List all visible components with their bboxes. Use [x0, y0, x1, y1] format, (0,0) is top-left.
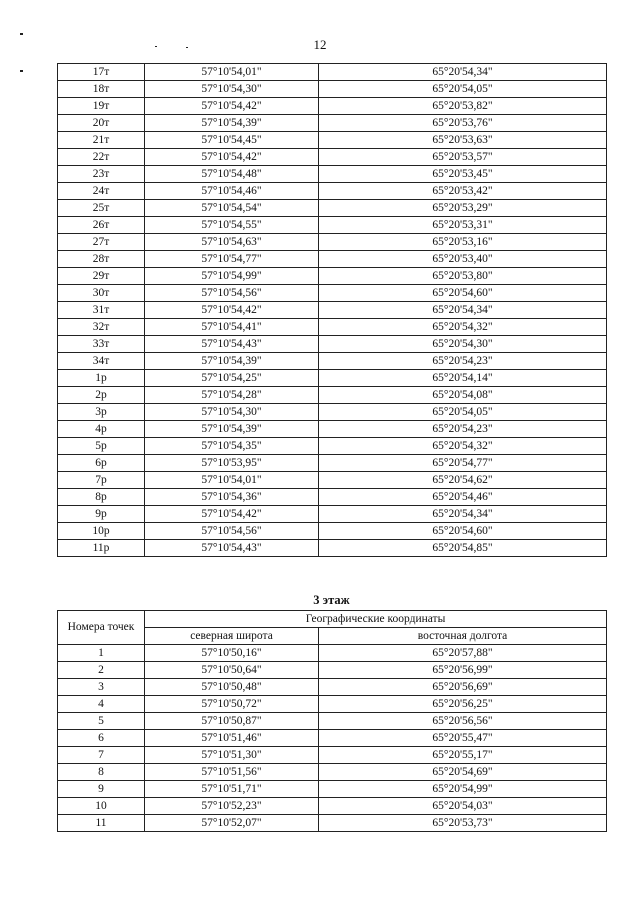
longitude-cell: 65°20'53,29" [319, 200, 607, 217]
latitude-cell: 57°10'50,72" [145, 696, 319, 713]
latitude-cell: 57°10'51,56" [145, 764, 319, 781]
latitude-cell: 57°10'54,01" [145, 64, 319, 81]
table-row [58, 472, 607, 489]
table-row [58, 506, 607, 523]
point-number-cell: 27т [58, 234, 145, 251]
longitude-cell: 65°20'56,25" [319, 696, 607, 713]
points-column-header: Номера точек [58, 611, 145, 645]
longitude-cell: 65°20'54,77" [319, 455, 607, 472]
latitude-header: северная широта [145, 628, 319, 645]
table-row [58, 217, 607, 234]
coordinates-table-continued [57, 63, 607, 557]
longitude-cell: 65°20'56,99" [319, 662, 607, 679]
longitude-cell: 65°20'53,63" [319, 132, 607, 149]
latitude-cell: 57°10'54,36" [145, 489, 319, 506]
longitude-cell: 65°20'55,17" [319, 747, 607, 764]
table-body [58, 64, 607, 557]
point-number-cell: 28т [58, 251, 145, 268]
table-row [58, 268, 607, 285]
latitude-cell: 57°10'54,43" [145, 336, 319, 353]
point-number-cell: 9 [58, 781, 145, 798]
longitude-cell: 65°20'55,47" [319, 730, 607, 747]
point-number-cell: 23т [58, 166, 145, 183]
latitude-cell: 57°10'54,42" [145, 98, 319, 115]
point-number-cell: 31т [58, 302, 145, 319]
longitude-cell: 65°20'54,69" [319, 764, 607, 781]
table-row [58, 387, 607, 404]
table-row [58, 132, 607, 149]
table-row [58, 662, 607, 679]
table-row [58, 540, 607, 557]
table-row [58, 115, 607, 132]
point-number-cell: 32т [58, 319, 145, 336]
point-number-cell: 17т [58, 64, 145, 81]
point-number-cell: 7 [58, 747, 145, 764]
longitude-cell: 65°20'53,40" [319, 251, 607, 268]
latitude-cell: 57°10'54,55" [145, 217, 319, 234]
latitude-cell: 57°10'51,71" [145, 781, 319, 798]
table-row [58, 421, 607, 438]
longitude-cell: 65°20'54,60" [319, 285, 607, 302]
point-number-cell: 9р [58, 506, 145, 523]
latitude-cell: 57°10'50,87" [145, 713, 319, 730]
geo-coordinates-header: Географические координаты [145, 611, 607, 628]
longitude-cell: 65°20'56,69" [319, 679, 607, 696]
table-row [58, 302, 607, 319]
section-title: 3 этаж [313, 593, 350, 607]
point-number-cell: 33т [58, 336, 145, 353]
point-number-cell: 24т [58, 183, 145, 200]
latitude-cell: 57°10'54,42" [145, 149, 319, 166]
point-number-cell: 7р [58, 472, 145, 489]
latitude-cell: 57°10'51,46" [145, 730, 319, 747]
point-number-cell: 34т [58, 353, 145, 370]
latitude-cell: 57°10'54,30" [145, 404, 319, 421]
latitude-cell: 57°10'54,01" [145, 472, 319, 489]
point-number-cell: 29т [58, 268, 145, 285]
latitude-cell: 57°10'54,46" [145, 183, 319, 200]
longitude-cell: 65°20'54,23" [319, 421, 607, 438]
table-row [58, 523, 607, 540]
table-row [58, 764, 607, 781]
scan-speck [20, 33, 23, 35]
point-number-cell: 2 [58, 662, 145, 679]
point-number-cell: 20т [58, 115, 145, 132]
latitude-cell: 57°10'50,16" [145, 645, 319, 662]
latitude-cell: 57°10'50,64" [145, 662, 319, 679]
longitude-cell: 65°20'54,34" [319, 506, 607, 523]
table-row [58, 730, 607, 747]
floor-3-coordinates-table [57, 610, 607, 832]
longitude-cell: 65°20'54,08" [319, 387, 607, 404]
point-number-cell: 19т [58, 98, 145, 115]
table-row [58, 798, 607, 815]
point-number-cell: 4р [58, 421, 145, 438]
table-row [58, 489, 607, 506]
longitude-cell: 65°20'54,03" [319, 798, 607, 815]
table-row [58, 404, 607, 421]
table-row [58, 98, 607, 115]
latitude-cell: 57°10'54,45" [145, 132, 319, 149]
table-row [58, 200, 607, 217]
longitude-cell: 65°20'54,14" [319, 370, 607, 387]
point-number-cell: 6р [58, 455, 145, 472]
latitude-cell: 57°10'54,56" [145, 285, 319, 302]
table-row [58, 353, 607, 370]
longitude-cell: 65°20'53,76" [319, 115, 607, 132]
header-row [58, 611, 607, 628]
longitude-cell: 65°20'53,16" [319, 234, 607, 251]
table-row [58, 166, 607, 183]
latitude-cell: 57°10'54,30" [145, 81, 319, 98]
point-number-cell: 5р [58, 438, 145, 455]
point-number-cell: 6 [58, 730, 145, 747]
table-row [58, 64, 607, 81]
longitude-cell: 65°20'54,46" [319, 489, 607, 506]
longitude-cell: 65°20'53,57" [319, 149, 607, 166]
longitude-cell: 65°20'53,45" [319, 166, 607, 183]
longitude-cell: 65°20'53,42" [319, 183, 607, 200]
point-number-cell: 11 [58, 815, 145, 832]
longitude-cell: 65°20'54,85" [319, 540, 607, 557]
table-row [58, 781, 607, 798]
point-number-cell: 1 [58, 645, 145, 662]
latitude-cell: 57°10'54,39" [145, 353, 319, 370]
latitude-cell: 57°10'54,48" [145, 166, 319, 183]
point-number-cell: 30т [58, 285, 145, 302]
point-number-cell: 2р [58, 387, 145, 404]
latitude-cell: 57°10'52,07" [145, 815, 319, 832]
table-row [58, 645, 607, 662]
table-row [58, 319, 607, 336]
page-number: 12 [313, 37, 327, 52]
table-row [58, 455, 607, 472]
table-row [58, 149, 607, 166]
longitude-cell: 65°20'54,99" [319, 781, 607, 798]
point-number-cell: 25т [58, 200, 145, 217]
latitude-cell: 57°10'54,99" [145, 268, 319, 285]
latitude-cell: 57°10'54,42" [145, 302, 319, 319]
point-number-cell: 3р [58, 404, 145, 421]
table-row [58, 251, 607, 268]
point-number-cell: 21т [58, 132, 145, 149]
table-row [58, 713, 607, 730]
point-number-cell: 11р [58, 540, 145, 557]
latitude-cell: 57°10'54,39" [145, 421, 319, 438]
latitude-cell: 57°10'54,63" [145, 234, 319, 251]
point-number-cell: 22т [58, 149, 145, 166]
longitude-cell: 65°20'54,23" [319, 353, 607, 370]
table-row [58, 234, 607, 251]
longitude-cell: 65°20'57,88" [319, 645, 607, 662]
longitude-cell: 65°20'54,60" [319, 523, 607, 540]
latitude-cell: 57°10'54,39" [145, 115, 319, 132]
longitude-cell: 65°20'53,73" [319, 815, 607, 832]
longitude-cell: 65°20'56,56" [319, 713, 607, 730]
table-row [58, 183, 607, 200]
point-number-cell: 8р [58, 489, 145, 506]
table-body [58, 645, 607, 832]
latitude-cell: 57°10'54,35" [145, 438, 319, 455]
latitude-cell: 57°10'54,25" [145, 370, 319, 387]
latitude-cell: 57°10'54,41" [145, 319, 319, 336]
point-number-cell: 3 [58, 679, 145, 696]
table-row [58, 747, 607, 764]
latitude-cell: 57°10'54,43" [145, 540, 319, 557]
point-number-cell: 4 [58, 696, 145, 713]
longitude-cell: 65°20'54,30" [319, 336, 607, 353]
point-number-cell: 10р [58, 523, 145, 540]
point-number-cell: 10 [58, 798, 145, 815]
longitude-cell: 65°20'54,34" [319, 302, 607, 319]
latitude-cell: 57°10'50,48" [145, 679, 319, 696]
longitude-cell: 65°20'53,82" [319, 98, 607, 115]
table-row [58, 438, 607, 455]
longitude-cell: 65°20'53,31" [319, 217, 607, 234]
latitude-cell: 57°10'52,23" [145, 798, 319, 815]
latitude-cell: 57°10'54,28" [145, 387, 319, 404]
scan-speck [20, 70, 23, 72]
point-number-cell: 1р [58, 370, 145, 387]
latitude-cell: 57°10'53,95" [145, 455, 319, 472]
latitude-cell: 57°10'54,77" [145, 251, 319, 268]
longitude-cell: 65°20'54,62" [319, 472, 607, 489]
table-row [58, 370, 607, 387]
longitude-cell: 65°20'54,34" [319, 64, 607, 81]
latitude-cell: 57°10'54,56" [145, 523, 319, 540]
longitude-cell: 65°20'53,80" [319, 268, 607, 285]
longitude-cell: 65°20'54,32" [319, 319, 607, 336]
latitude-cell: 57°10'54,54" [145, 200, 319, 217]
table-row [58, 815, 607, 832]
point-number-cell: 5 [58, 713, 145, 730]
longitude-cell: 65°20'54,05" [319, 81, 607, 98]
longitude-cell: 65°20'54,32" [319, 438, 607, 455]
longitude-cell: 65°20'54,05" [319, 404, 607, 421]
point-number-cell: 26т [58, 217, 145, 234]
table-row [58, 679, 607, 696]
longitude-header: восточная долгота [319, 628, 607, 645]
table-row [58, 81, 607, 98]
table-row [58, 336, 607, 353]
point-number-cell: 8 [58, 764, 145, 781]
point-number-cell: 18т [58, 81, 145, 98]
table-row [58, 696, 607, 713]
table-header [58, 611, 607, 645]
table-row [58, 285, 607, 302]
latitude-cell: 57°10'51,30" [145, 747, 319, 764]
latitude-cell: 57°10'54,42" [145, 506, 319, 523]
